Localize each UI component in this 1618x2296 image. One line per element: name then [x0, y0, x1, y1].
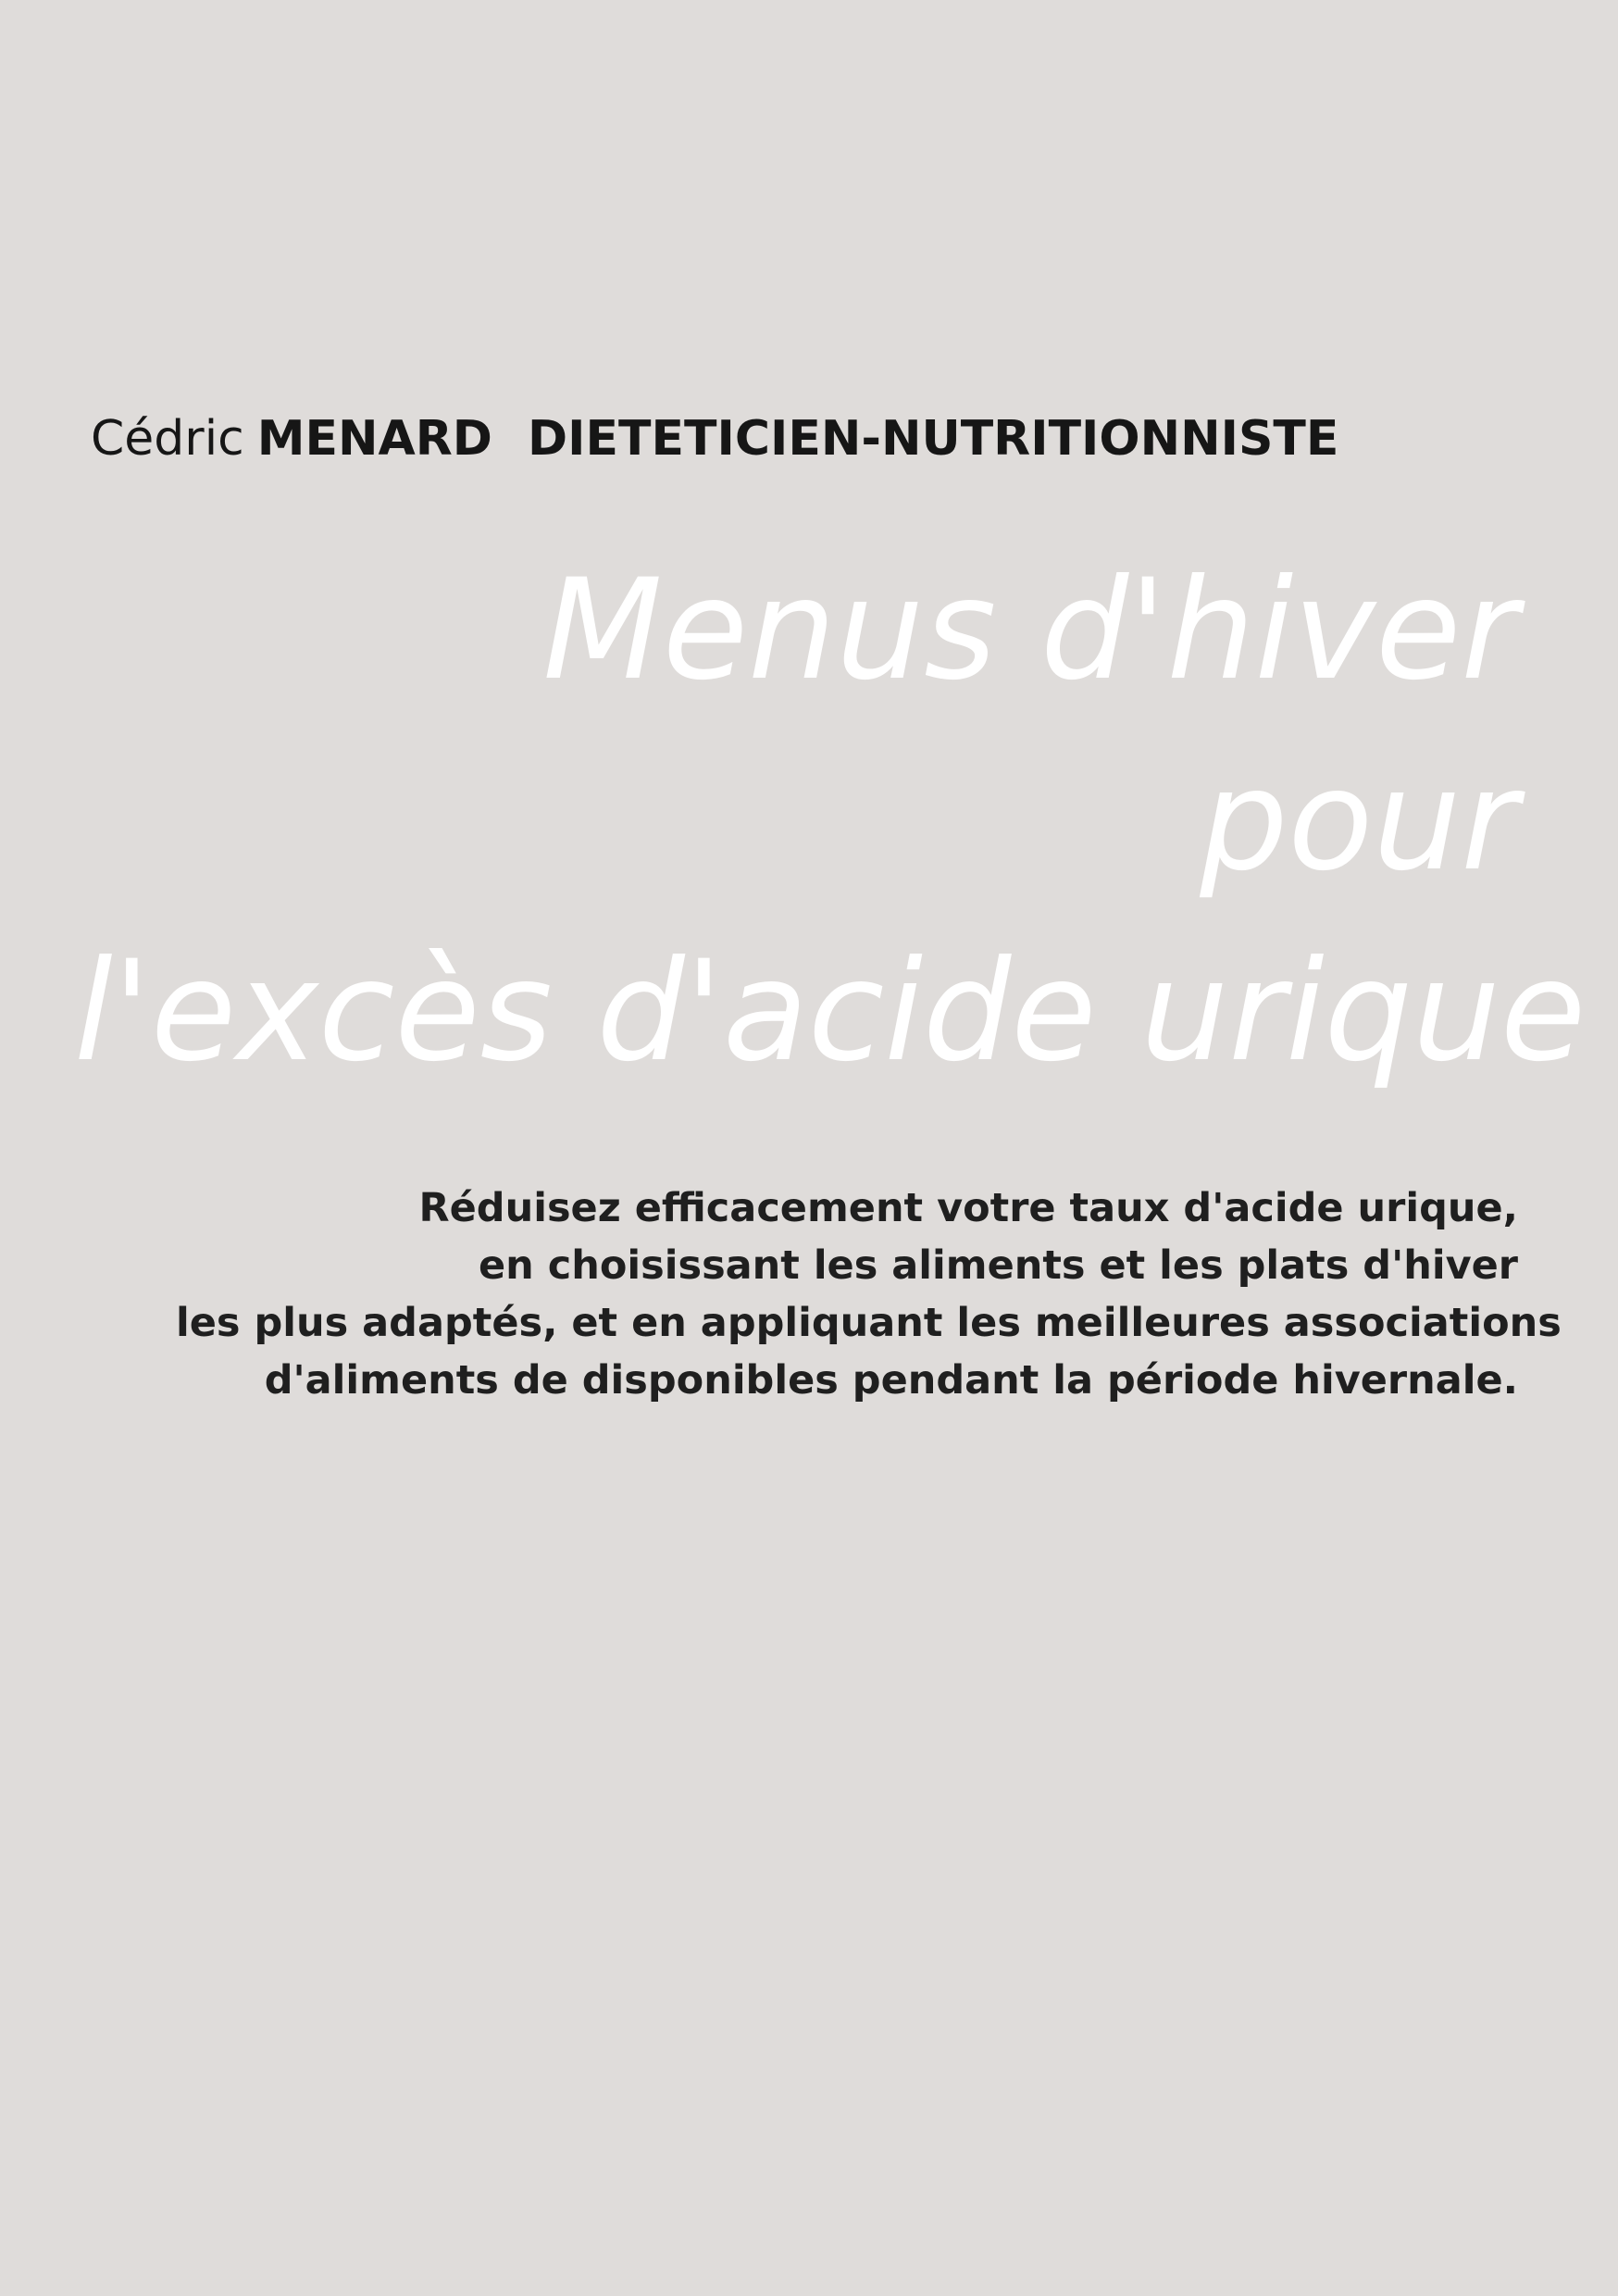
title-line: Menus d'hiver — [542, 550, 1518, 711]
title-line: pour — [1200, 741, 1518, 902]
author-role: DIETETICIEN-NUTRITIONNISTE — [527, 411, 1339, 467]
subtitle-line: en choisissant les aliments et les plats d'hiver — [479, 1242, 1518, 1289]
subtitle-line: les plus adaptés, et en appliquant les meilleures associations — [176, 1300, 1562, 1346]
subtitle-line: Réduisez efficacement votre taux d'acide urique, — [418, 1185, 1518, 1231]
book-title — [74, 535, 1587, 1107]
book-subtitle — [176, 1179, 1562, 1409]
author-last-name: MENARD — [256, 411, 492, 467]
author-first-name: Cédric — [91, 411, 244, 467]
title-line: l'excès d'acide urique — [74, 931, 1587, 1092]
subtitle-line: d'aliments de disponibles pendant la période hivernale. — [264, 1357, 1518, 1404]
author-line — [91, 406, 1338, 472]
